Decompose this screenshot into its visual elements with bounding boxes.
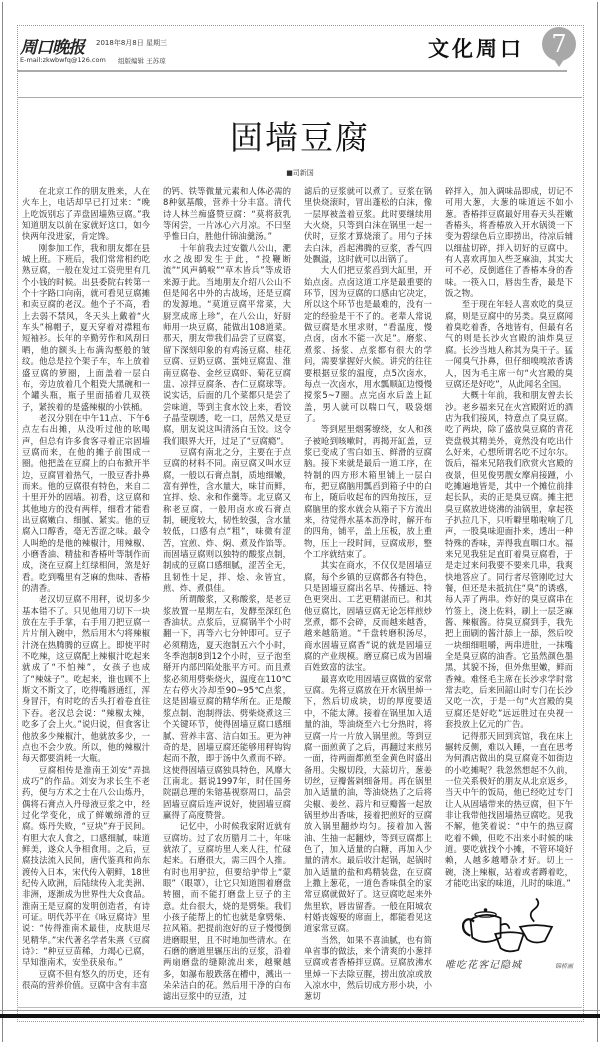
section-title: 文化周口	[428, 36, 524, 61]
newspaper-logo: 周口晚报	[20, 38, 84, 58]
illustration	[445, 895, 573, 973]
article-paragraph: 十年前我去过安徽八公山，淝水之战即发生于此，“投鞭断流”“风声鹤唳”“草木皆兵”等成语来源于此。当地朋友介绍八公山不但是闻名中外的古战场，还是豆腐的发源地。“莫道豆腐平常菜，大厨烹成席上珍”，在八公山，好厨师用一块豆腐，能做出108道菜。那天，朋友带我们品尝了豆腐宴，留下深刻印象的有鸡汤豆腐、桂花豆腐、豆奶豆腐、蛋炖豆腐盅、淮南豆腐卷、金丝豆腐虾、菊花豆腐盅、凉拌豆腐条、杏仁豆腐球等。说实话，后面的几个菜都只是尝了尝味道，等到主食水饺上来，看饺子晶莹剔透，吃一口，居然又是豆腐，朋友说这叫清汤白玉饺。这令我们眼界大开，过足了“豆腐瘾”。	[163, 242, 291, 446]
article-paragraph: 记得那天回到宾馆，我在床上辗转反侧，难以入睡，一直在思考为何酒店做出的臭豆腐竟不如街边的小吃摊呢？我忽然想起不久前，一位关系极好的朋友从北京返乡，当天中午的饭局，他已经吃过专门让人从固墙带来的热豆腐，但下午非让我带他找固墙热豆腐吃。见我不解，他笑着说：“中午的热豆腐吃着不赖，但吃不出来小时候的味道。要吃就找个小摊，不管环境好赖，人越多越嘈杂才好。切上一碗，浇上辣椒，站着或者蹲着吃，才能吃出家的味道，儿时的味道。”	[445, 730, 573, 888]
article-paragraph: 刚参加工作，我和朋友都在县城上班。下班后，我们常常相约吃熟豆腐，一般在发过工资兜里有几个小钱的时候。出县委院右转第一个十字路口向南，就可看见豆腐摊和卖豆腐的老汉。他个子不高，看上去弱不禁风，冬天头上戴着“火车头”棉帽子，夏天穿着对襟粗布短袖衫。长年的辛勤劳作和风刮日晒，他的额头上布满沟壑般的皱纹。他总是拉个架子车，车上放着盛豆腐的箩圈，上面盖着一层白布，旁边放着几个粗瓷大黑碗和一个罐头瓶，瓶子里面插着几双筷子，紧挨着的是盛辣椒的小铁桶。	[22, 242, 150, 412]
article-column-3	[304, 186, 432, 1003]
article-column-4	[445, 186, 573, 973]
article-title: 固墙豆腐	[230, 118, 370, 157]
article-paragraph: 等到屋里烟雾缭绕，女人和孩子被呛到咳嗽时，再揭开缸盖，豆浆已变成了雪白如玉、鲜滑的豆腐脑。接下来就是最后一道工序，在特制的四方形木箱里铺上一层白布，把豆腐脑用瓢舀到箱子中的白布上，随后收起布的四角按压，豆腐脑里的浆水就会从箱子下方流出来，待觉得水基本沥净时，解开布的四角，铺平，盖上压板，放上重物，压上一段时间，豆腐成形，整个工序就结束了。	[304, 424, 432, 559]
layout-editor: 组版编辑 王苏琼	[118, 57, 166, 65]
page-number-badge: 7	[542, 27, 576, 61]
article-paragraph: 所谓酸浆，又称酸浆，是老豆浆放置一星期左右，发酵至深红色香油状。点浆后，豆腐锅半个小时翻一下，再等六七分钟即可。豆子必须精选，夏天泡制五六个小时，冬季泡制8到12个小时，豆子泡至掰开内部凹陷处胀平方可。而且煮浆必须用劈柴烧火，温度在110℃左右停火冷却至90~95℃点浆，这是固墙豆腐的精华所在。正是酸浆点制、泡制得法、劈柴烧煮这三个关键环节，使得固墙豆腐口感细腻、营养丰富、洁白如玉。更为神奇的是，固墙豆腐还能够用秤钩钩起而不散，即于汤中久煮而不碎。这使得固墙豆腐独具特色，风靡大江南北。据说1997年，时任国务院副总理的朱镕基视察周口，品尝固墙豆腐后连声说好，使固墙豆腐赢得了高度赞誉。	[163, 594, 291, 820]
article-paragraph: 滤后的豆浆就可以煮了。豆浆在锅里快烧滚时，冒出蓬松的白沫，像一层厚被盖着豆浆。此时要继续用大火烧，只等到白沫在锅里一起一伏时，豆浆才算烧滚了。用勺子抹去白沫，舀起沸腾的豆浆，香气四处飘溢，这时就可以出锅了。	[304, 186, 432, 265]
article-paragraph: 当然，如果不喜油腻，也有简单省事的做法，来个清爽的小葱拌豆腐或者香椿拌豆腐。豆腐放沸水里焯一下去除豆腥，捞出放凉或放入凉水中，然后切成方形小块，小葱切	[304, 934, 432, 1002]
teapot-illustration-icon	[453, 895, 565, 957]
footer-rule-thick	[0, 1014, 600, 1018]
article-paragraph: 豆腐相传是淮南王刘安“弄拙成巧”的作品。刘安为求长生不老药，便与方术之士在八公山炼丹，偶将石膏点入丹母液豆浆之中，经过化学变化，成了鲜嫩绵滑的豆腐。炼丹失败，“豆块”弃于民间。有胆大农人食之，口感细腻，味道鲜美，遂众人争相食用。之后，豆腐技法流入民间，唐代鉴真和尚东渡传入日本，宋代传入朝鲜，18世纪传入欧洲，后陆续传入北美洲、非洲，逐渐成为世界性大众食品。淮南王是豆腐的发明创造者，有诗可证。明代苏平在《咏豆腐诗》里说：“传得淮南术最佳，皮肤退尽见精华。”宋代著名学者朱熹《豆腐诗》：“种豆豆苗稀，力竭心已腐，早知淮南术，安坐获泉布。”	[22, 764, 150, 968]
article-paragraph: 豆腐有南北之分，主要在于点豆腐的材料不同。南豆腐又叫水豆腐，一般以石膏点制，质地细嫩，富有弹性，含水量大，味甘而鲜，宜拌、烩、汆和作羹等。北豆腐又称老豆腐，一般用卤水或石膏点制，硬度较大，韧性较强，含水量较低，口感有点“粗”，味微有涩苦，宜煎、炸、焖、煮及作馅等。而固墙豆腐则以独特的酸浆点制，制成的豆腐口感细腻，涩苦全无，且韧性十足，拌、烩、汆皆宜，煎、炸、煮俱佳。	[163, 446, 291, 594]
article-paragraph: 碎拌入，加入调味品即成，切记不可用大葱，大葱的味道远不如小葱。香椿拌豆腐最好用春天头茬嫩香椿头，将香椿放入开水锅烫一下变为碧绿色后立即捞出，待凉后辅以细盐切碎，拌入切好的豆腐中。有人喜欢再加入些芝麻油，其实大可不必，反倒遮住了香椿本身的香味。一筷入口，唇齿生香，最是下饭之物。	[445, 186, 573, 299]
issue-date: 2018年8月8日 星期三	[96, 39, 167, 47]
article-paragraph: 记忆中，小时候我家附近就有豆腐坊。过了农历腊月二十，年味就浓了，豆腐坊里人来人往，忙碌起来。石磨很大，需三四个人推。有时也用驴拉，但要给驴带上“蒙眼”（眼罩），让它只知道围着磨盘转圈，而不能打磨盘上豆子的主意。灶台很大，烧的是劈柴。我们小孩子能帮上的忙也就是拿劈柴、拉风箱。把提前泡好的豆子慢慢倒进磨眼里，且不时地加些清水。在石磨的磨道里辗压出的豆浆，沿着两扇磨盘的缝隙流出来，越聚越多，如瀑布般跌落在槽中，溅出一朵朵洁白的花。然后用干净的白布滤出豆浆中的豆渣，过	[163, 821, 291, 1002]
article-top-rule	[17, 97, 582, 98]
article-paragraph: 老汉分别在中午11点、下午6点左右出摊，从没听过他的吆喝声，但总有许多食客寻着正宗固墙豆腐而来，在他的摊子前围成一圈。他把盖在豆腐上的白布掀开半边，豆腐冒着热气，一股豆香扑鼻而来。他的豆腐很有特色，来自二十里开外的固墙。初看，这豆腐和其他地方的没有两样，细看才能看出豆腐嫩白、细腻、紧实。他的豆腐入口醇香，毫无苦涩之味。最令人叫绝的是他的辣椒汁，用辣椒、小磨香油、精盐和香椿叶等制作而成，浇在豆腐上红绿相间，煞是好看。吃到嘴里有芝麻的焦味、香椿的清香。	[22, 412, 150, 594]
article-paragraph: 大概十年前，我和朋友曾去长沙。老乡福来兄在火宫殿附近的酒店为我们接风，特意点了臭豆腐。吃了两块，除了盛放臭豆腐的青花瓷盘极其精美外，竟然没有吃出什么好来，心想所谓名吃不过尔尔。饭后，福来兄陪我们欣赏火宫殿的夜景，但见俊男靓女摩肩接踵，小吃摊遍地皆是，其中一个摊位前排起长队，卖的正是臭豆腐。摊主把臭豆腐放进烧沸的油锅里，拿起筷子扒拉几下，只听噼里啪啦响了几声，一股臭味迎面扑来，透出一种特殊的香味，弄得我直咽口水。福来兄见我驻足直盯着臭豆腐看，于是走过来问我要不要来几串，我爽快地答应了。同行者尽管刚吃过大餐，但还是未抵抗住“臭”的诱惑，每人弄了两串。炸好的臭豆腐串在竹签上，浇上佐料，刷上一层芝麻酱、辣椒酱。待臭豆腐到手，我先把上面刷的酱汁舔上一舔，然后咬一块细细咀嚼，两串进肚，一抹嘴全是臭豆腐的油香。它虽然颜色墨黑，其貌不扬，但外焦里嫩，鲜而香辣。难怪毛主席在长沙求学时常常去吃，后来回韶山时专门在长沙又吃一次，于是一句“火宫殿的臭豆腐还是好吃”远远胜过在央视一套投放上亿元的广告。	[445, 390, 573, 730]
article-paragraph: 至于现在年轻人喜欢吃的臭豆腐，则是豆腐中的另类。臭豆腐闻着臭吃着香，各地皆有，但最有名气的则是长沙火宫殿的油炸臭豆腐。长沙当地人称其为臭干子。猛一闻臭气扑鼻，但仔细嗅嗅浓香诱人，因为毛主席一句“火宫殿的臭豆腐还是好吃”，从此闻名全国。	[445, 299, 573, 389]
article-paragraph: 的钙、铁等微量元素和人体必需的8种氨基酸，营养十分丰富。清代诗人林兰痴盛赞豆腐：“莫将菽乳等闲尝，一片冰心六月凉。不曰坚乎惟曰白，胜他什锦油羹汤。”	[163, 186, 291, 242]
article-paragraph: 最喜欢吃用固墙豆腐做的家常豆腐。先将豆腐放在开水锅里焯一下，然后切成块，切的厚度要适中，不能太薄。接着在锅里加入适量的油，等油烧至六七分热时，将豆腐一片一片放入锅里煎。等到豆腐一面煎黄了之后，再翻过来煎另一面，待两面都煎至金黄色时盛出备用。尖椒切段，大蒜切片，葱姜切丝，豆瓣酱剁细备用。再在锅里加入适量的油，等油烧热了之后将尖椒、姜丝、蒜片和豆瓣酱一起放锅里炒出香味，接着把煎好的豆腐放入锅里翻炒均匀。接着加入酱油、生抽一起翻炒，等到豆腐都上色了，加入适量的白糖，再加入少量的清水。最后收汁起锅，起锅时加入适量的盐和鸡精装盘，在豆腐上撒上葱花，一道色香味俱全的家常豆腐就做好了。这豆腐吃起来外焦里软，唇齿留香。一般在阳城农村婚丧嫁娶的席面上，都能看见这道家常豆腐。	[304, 673, 432, 934]
footer-rule	[17, 1007, 582, 1008]
contact-email: E-mail:zkwbwfq@126.com	[20, 56, 106, 64]
article-column-1	[22, 186, 150, 991]
article-paragraph: 老汉切豆腐不用秤，说切多少基本错不了。只见他用刀切下一块放在左手手掌，右手用刀把豆腐一片片削入碗中，然后用木勺将辣椒汁浇在热腾腾的豆腐上。即使平时不吃辣，这豆腐配上辣椒汁吃起来就成了“不怕辣”，女孩子也成了“辣妹子”。吃起来，谁也顾不上斯文不斯文了，吃得嘴唇通红，浑身冒汗，有时吃的舌头打着卷直往下吞。老汉总会说：“辣椒太辣，吃多了会上火。”说归说，但食客让他放多少辣椒汁，他就放多少，一点也不会少放。所以，他的辣椒汁每天都要消耗一大瓶。	[22, 594, 150, 764]
footer-rule-thin	[0, 1010, 600, 1011]
article-paragraph: 其实在商水，不仅仅是固墙豆腐，每个乡镇的豆腐都各有特色，只是固墙豆腐出名早、传播远、特色更突出、工艺更精湛而已。和其他豆腐比，固墙豆腐无论怎样煎炒烹煮，都不会碎，反而越来越香，越来越筋道。“千盘转磨积汤尽，商水固墙豆腐香”说的就是固墙豆腐的产业规模。磨豆腐已成为固墙百姓致富的法宝。	[304, 560, 432, 673]
article-column-2	[163, 186, 291, 1003]
article-byline: ■司新国	[286, 169, 314, 177]
article-paragraph: 在北京工作的朋友胜来，人在火车上，电话却早已打过来：“晚上吃饭别忘了弄盘固墙熟豆腐。”我知道朋友以前在家就好这口，如今快两年没进家，肯定馋。	[22, 186, 150, 242]
article-paragraph: 大人们把豆浆舀到大缸里，开始点卤。点卤这道工序是最重要的环节，因为豆腐的口感由它决定，所以这个环节也是最难的，没有一定的经验是干不了的。老辈人常说做豆腐是水里求财，“看温度，慢点卤，卤水不能一次足”。磨浆、煮浆、扬浆、点浆都有很大的学问，需要掌握好火候。讲究的往往要根据豆浆的温度，点5次卤水，每点一次卤水，用水瓢顺缸边慢慢搅浆5~7圈。点完卤水后盖上缸盖，男人就可以喘口气，吸袋烟了。	[304, 265, 432, 423]
illustration-signature: 锦桥画	[554, 963, 573, 971]
header-divider	[17, 70, 567, 72]
article-paragraph: 豆腐不但有悠久的历史，还有很高的营养价值。豆腐中含有丰富	[22, 968, 150, 991]
illustration-caption: 唯吃花客记隐城	[445, 960, 522, 972]
